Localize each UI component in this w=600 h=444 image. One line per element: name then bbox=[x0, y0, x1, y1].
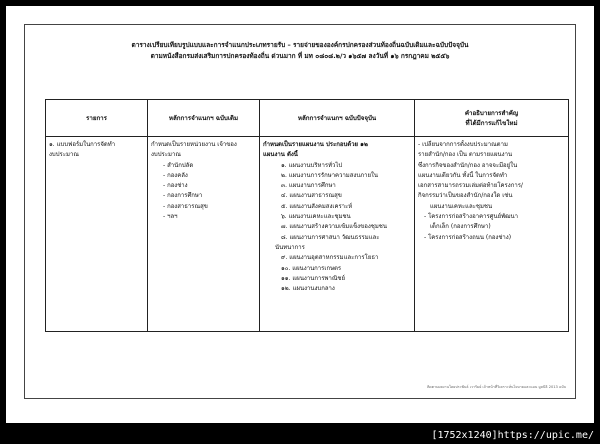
cell-line: เอกสารสามารถรวมเล่มต่อท้ายโครงการ/ bbox=[418, 182, 523, 190]
cell-line: ๑๑. แผนงานการพาณิชย์ bbox=[281, 274, 346, 282]
header-current-rule: หลักการจำแนกฯ ฉบับปัจจุบัน bbox=[260, 100, 415, 137]
cell-line: งบประมาณ bbox=[151, 151, 181, 159]
cell-line: - โครงการก่อสร้างอาคารศูนย์พัฒนา bbox=[424, 213, 518, 221]
cell-current-rule bbox=[260, 137, 415, 332]
cell-line: ๘. แผนงานการศาสนา วัฒนธรรมและ bbox=[281, 233, 380, 241]
cell-line: - ฯลฯ bbox=[163, 213, 178, 221]
cell-line: ๙. แผนงานอุตสาหกรรมและการโยธา bbox=[281, 254, 379, 262]
document-page bbox=[6, 6, 594, 423]
cell-item bbox=[46, 137, 148, 332]
comparison-table bbox=[45, 99, 569, 332]
cell-line: - กองการศึกษา bbox=[163, 192, 203, 200]
cell-line: กำหนดเป็นรายหน่วยงาน เจ้าของ bbox=[151, 141, 237, 148]
cell-line: ๕. แผนงานสังคมสงเคราะห์ bbox=[281, 202, 353, 210]
header-explanation bbox=[415, 100, 569, 137]
cell-line: รายสำนัก/กอง เป็น ตามรายแผนงาน bbox=[418, 151, 513, 159]
cell-line: ๒. แผนงานการรักษาความสงบภายใน bbox=[281, 171, 379, 179]
cell-line: ๓. แผนงานการศึกษา bbox=[281, 182, 336, 190]
cell-line: แผนงานเดียวกัน ทั้งนี้ ในการจัดทำ bbox=[418, 171, 508, 179]
cell-line: แผนงาน ดังนี้ bbox=[263, 151, 298, 159]
document-title bbox=[6, 40, 594, 62]
cell-line: กิจกรรมว่าเป็นของสำนัก/กองใด เช่น bbox=[418, 192, 513, 200]
cell-line: กำหนดเป็นรายแผนงาน ประกอบด้วย ๑๒ bbox=[263, 141, 368, 148]
cell-line: ๖. แผนงานเคหะและชุมชน bbox=[281, 213, 351, 221]
bottom-bar bbox=[0, 423, 600, 444]
cell-line: ๑. แผนงานบริหารทั่วไป bbox=[281, 161, 343, 169]
cell-line: - กองช่าง bbox=[163, 182, 188, 190]
table-row bbox=[46, 137, 569, 332]
cell-explanation bbox=[415, 137, 569, 332]
title-line-1: ตารางเปรียบเทียบรูปแบบและการจำแนกประเภทรายรับ – รายจ่ายขององค์กรปกครองส่วนท้องถิ่นฉบับเดิมและฉบับปัจจุบัน bbox=[131, 41, 469, 49]
cell-line: - โครงการก่อสร้างถนน (กองช่าง) bbox=[424, 233, 512, 241]
cell-line: - กองคลัง bbox=[163, 171, 188, 179]
cell-line: ๔. แผนงานสาธารณสุข bbox=[281, 192, 342, 200]
cell-line: ๑๐. แผนงานการเกษตร bbox=[281, 264, 342, 272]
cell-line: งบประมาณ bbox=[49, 151, 79, 159]
cell-line: เด็กเล็ก (กองการศึกษา) bbox=[430, 223, 491, 231]
title-line-2: ตามหนังสือกรมส่งเสริมการปกครองท้องถิ่น ด่วนมาก ที่ มท ๐๘๐๘.๒/ว ๑๖๕๗ ลงวันที่ ๑๖ กรกฎาคม ๒๕๕๖ bbox=[150, 52, 450, 60]
table-header-row bbox=[46, 100, 569, 137]
cell-line: ๗. แผนงานสร้างความเข้มแข็งของชุมชน bbox=[281, 223, 387, 231]
cell-line: - เปลี่ยนจากการตั้งงบประมาณตาม bbox=[418, 141, 508, 148]
cell-line: นันทนาการ bbox=[275, 243, 305, 251]
cell-line: แผนงานเคหะและชุมชน bbox=[430, 202, 493, 210]
header-explanation-line: คำอธิบายการสำคัญ bbox=[464, 110, 519, 117]
header-item: รายการ bbox=[46, 100, 148, 137]
cell-old-rule bbox=[148, 137, 260, 332]
cell-line: - สำนักปลัด bbox=[163, 161, 194, 169]
cell-line: ๑. แบบฟอร์มในการจัดทำ bbox=[49, 141, 116, 148]
image-watermark: [1752x1240]https://upic.me/ bbox=[431, 430, 594, 441]
cell-line: ๑๒. แผนงานงบกลาง bbox=[281, 285, 335, 293]
header-explanation-line: ที่ได้มีการแก้ไขใหม่ bbox=[465, 120, 518, 127]
cell-line: - กองสาธารณสุข bbox=[163, 202, 208, 210]
footer-note: ติดตามผลงานโดยประพันธ์ เวารัมย์ เจ้าหน้าที่วิเคราะห์นโยบายและแผน มูลนิธิ 2013 ฉบับ bbox=[427, 385, 566, 389]
cell-line: ซึ่งการกิจของสำนัก/กอง อาจจะมีอยู่ใน bbox=[418, 161, 518, 169]
header-old-rule: หลักการจำแนกฯ ฉบับเดิม bbox=[148, 100, 260, 137]
